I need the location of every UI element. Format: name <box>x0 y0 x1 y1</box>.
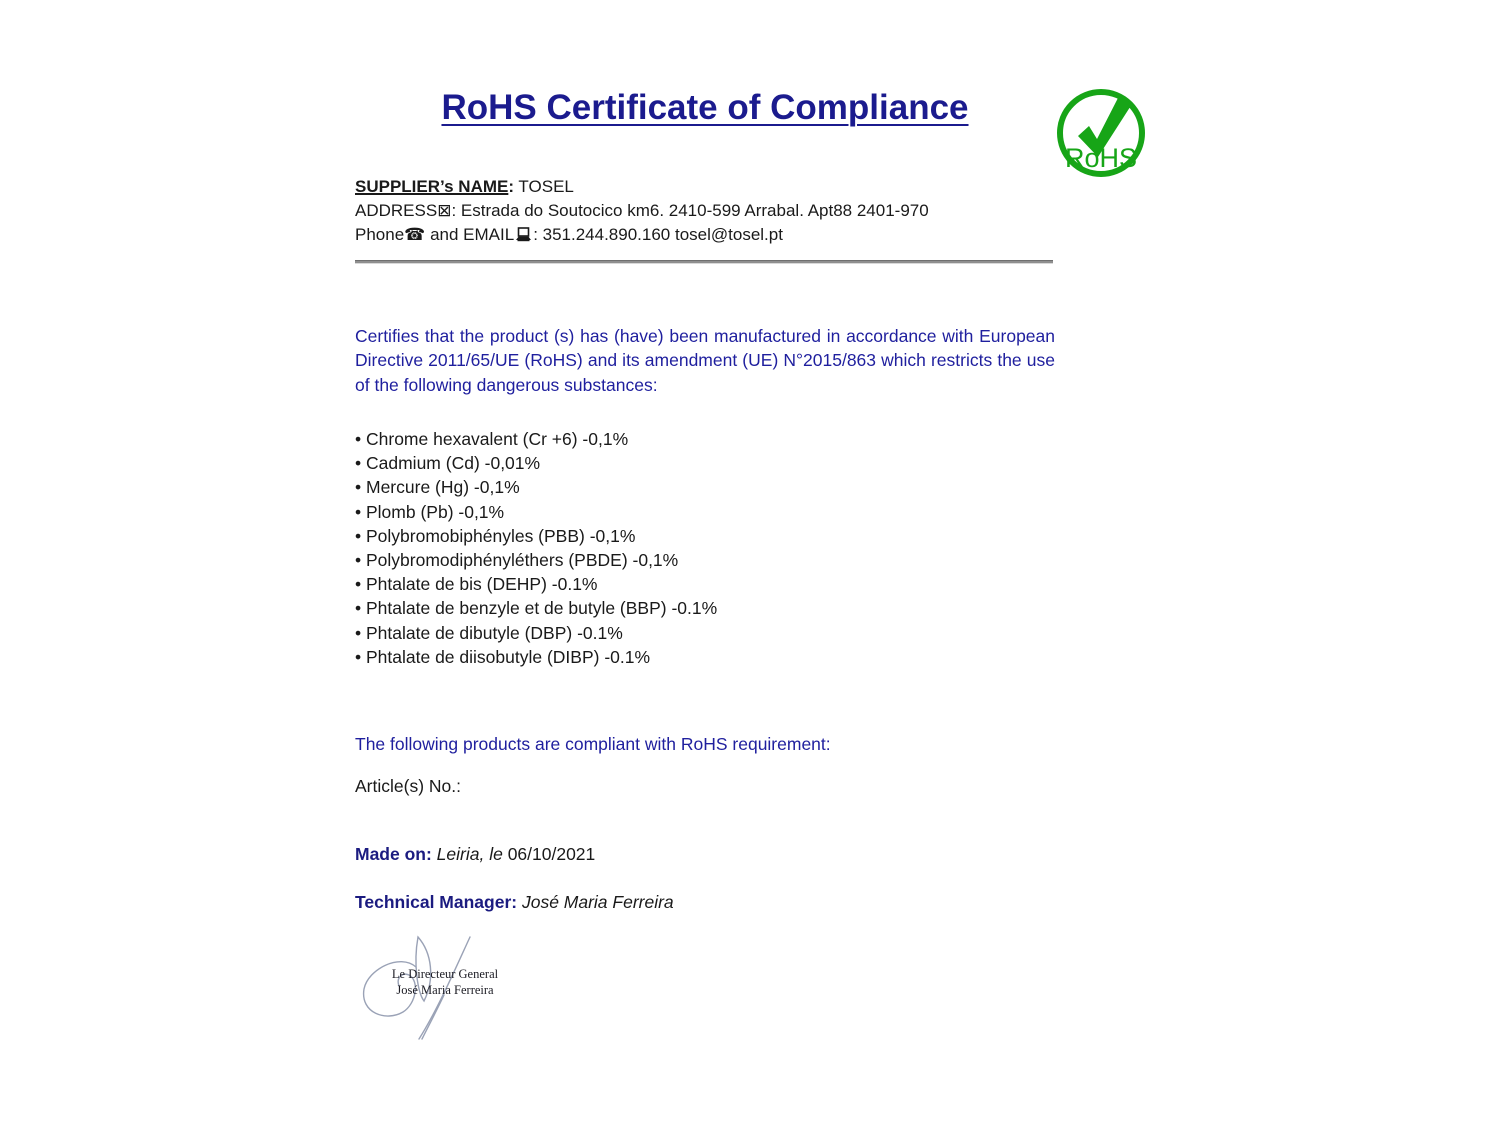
technical-manager-line <box>355 892 674 913</box>
substances-list <box>355 427 1055 669</box>
substance-item: • Cadmium (Cd) -0,01% <box>355 451 1055 475</box>
phone-label: Phone <box>355 225 405 244</box>
substance-item: • Phtalate de benzyle et de butyle (BBP) -0.1% <box>355 596 1055 620</box>
signature-text <box>380 967 510 998</box>
substance-item: • Phtalate de bis (DEHP) -0.1% <box>355 572 1055 596</box>
articles-label: Article(s) No.: <box>355 776 461 796</box>
certification-statement: Certifies that the product (s) has (have) been manufactured in accordance with European Directive 2011/65/UE (RoHS) and its amendment (UE) N°2015/863 which restricts the use of the following dangerous substances: <box>355 325 1055 395</box>
rohs-logo-label: RoHS <box>1064 143 1138 173</box>
supplier-address-line <box>355 199 1055 223</box>
rohs-logo <box>1053 84 1149 180</box>
supplier-name-value: TOSEL <box>514 177 574 196</box>
compliance-statement: The following products are compliant with RoHS requirement: <box>355 734 831 754</box>
envelope-icon: ⊠ <box>437 201 452 220</box>
substance-item: • Chrome hexavalent (Cr +6) -0,1% <box>355 427 1055 451</box>
made-on-place: Leiria, le <box>431 844 508 864</box>
supplier-contact-line <box>355 223 1055 249</box>
supplier-name-label: SUPPLIER’s NAME <box>355 177 509 196</box>
substance-item: • Plomb (Pb) -0,1% <box>355 500 1055 524</box>
signature-block <box>358 925 518 1055</box>
signature-line1: Le Directeur General <box>391 967 499 981</box>
supplier-info <box>355 175 1055 249</box>
made-on-line <box>355 844 595 865</box>
address-label: ADDRESS <box>355 201 438 220</box>
substance-item: • Polybromodiphényléthers (PBDE) -0,1% <box>355 548 1055 572</box>
signature-line2: José Maria Ferreira <box>396 982 494 997</box>
substance-item: • Phtalate de diisobutyle (DIBP) -0.1% <box>355 645 1055 669</box>
substance-item: • Mercure (Hg) -0,1% <box>355 475 1055 499</box>
supplier-name-line <box>355 175 1055 199</box>
page-title: RoHS Certificate of Compliance <box>441 88 969 127</box>
email-label: and EMAIL <box>425 225 515 244</box>
made-on-label: Made on: <box>355 844 432 864</box>
contact-value: : 351.244.890.160 tosel@tosel.pt <box>533 225 783 244</box>
technical-manager-label: Technical Manager: <box>355 892 518 912</box>
title-row <box>355 86 1055 130</box>
phone-icon: ☎ <box>404 225 426 244</box>
made-on-date: 06/10/2021 <box>507 844 596 864</box>
supplier-name-colon: : <box>508 177 515 196</box>
rohs-checkmark-icon <box>1053 84 1149 180</box>
address-value: : Estrada do Soutocico km6. 2410-599 Arrabal. Apt88 2401-970 <box>451 201 929 220</box>
horizontal-rule <box>355 260 1053 264</box>
substance-item: • Polybromobiphényles (PBB) -0,1% <box>355 524 1055 548</box>
computer-icon <box>515 227 532 246</box>
technical-manager-name: José Maria Ferreira <box>517 892 674 912</box>
substance-item: • Phtalate de dibutyle (DBP) -0.1% <box>355 621 1055 645</box>
